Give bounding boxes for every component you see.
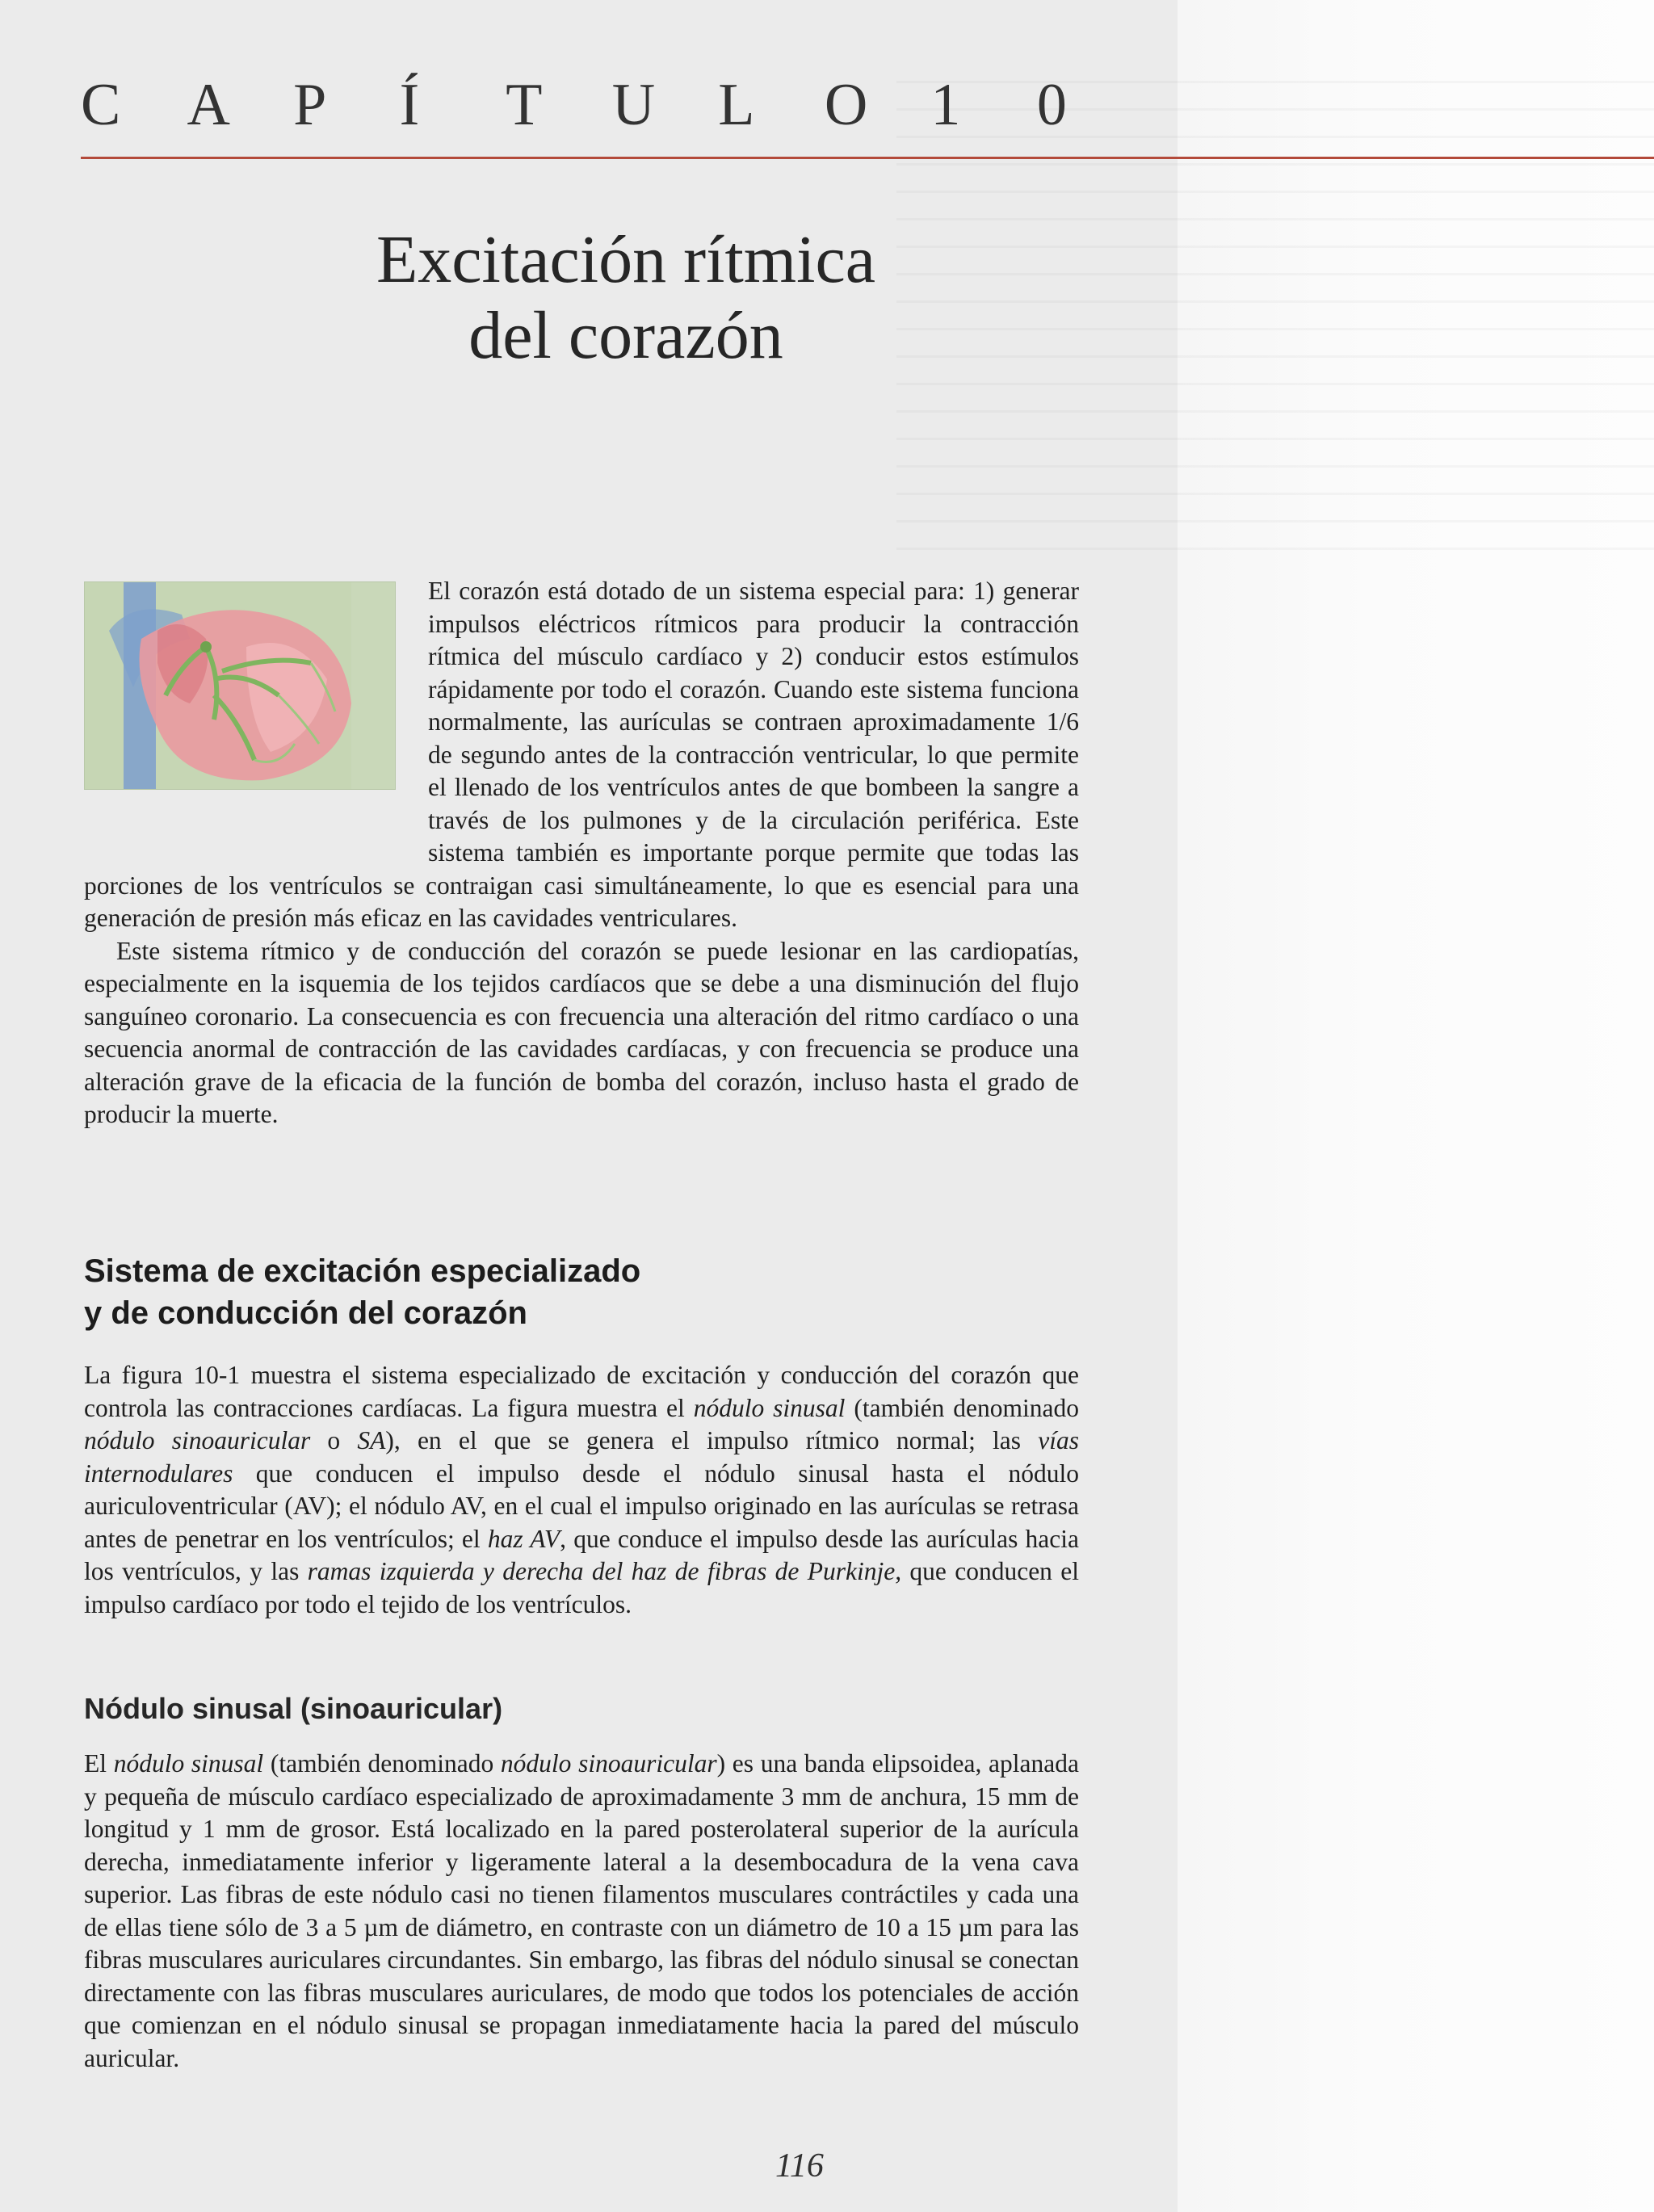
chapter-letter: O: [824, 72, 868, 138]
header-rule: [81, 157, 1654, 159]
chapter-letter: U: [611, 72, 656, 138]
chapter-letter: P: [293, 72, 327, 138]
term-italic: haz AV: [487, 1524, 560, 1553]
section-heading-line: y de conducción del corazón: [84, 1295, 527, 1331]
chapter-title-line: del corazón: [468, 298, 783, 373]
term-italic: nódulo sinoauricular: [84, 1426, 311, 1454]
text-run: La figura 10-1 muestra el sistema especializado de excitación y conducción del corazón que controla las contracciones cardíacas. La figura muestra el: [84, 1361, 1079, 1422]
figure-wrap-space: [84, 575, 428, 842]
chapter-label: [81, 71, 1139, 140]
chapter-title: [307, 222, 945, 374]
intro-paragraph: El corazón está dotado de un sistema especial para: 1) generar impulsos eléctricos rítmicos para producir la contracción rítmica del músculo cardíaco y 2) conducir estos estímulos rápidamente por todo el corazón. Cuando este sistema funciona normalmente, las aurículas se contraen aproximadamente 1/6 de segundo antes de la contracción ventricular, lo que permite el llenado de los ventrículos antes de que bombeen la sangre a través de los pulmones y de la circulación periférica. Este sistema también es importante porque permite que todas las porciones de los ventrículos se contraigan casi simultáneamente, lo que es esencial para una generación de presión más eficaz en las cavidades ventriculares.: [84, 577, 1079, 932]
section-heading: [84, 1250, 1079, 1334]
bleed-through-text: [896, 81, 1654, 565]
term-italic: nódulo sinusal: [113, 1749, 264, 1778]
text-run: que conducen el impulso cardíaco por todo el tejido de los ventrículos.: [84, 1557, 1079, 1618]
term-italic: vías internodulares: [84, 1426, 1079, 1488]
intro-text: [84, 575, 1079, 1131]
chapter-letter: Í: [399, 72, 420, 138]
text-run: (también denominado: [845, 1393, 1079, 1422]
section-paragraph: [84, 1359, 1079, 1621]
term-italic: nódulo sinusal: [693, 1393, 846, 1422]
subsection-heading: Nódulo sinusal (sinoauricular): [84, 1692, 503, 1725]
text-run: El: [84, 1749, 114, 1778]
term-italic: ramas izquierda y derecha del haz de fibras de Purkinje,: [307, 1557, 902, 1585]
chapter-letter: L: [718, 72, 755, 138]
chapter-letter: T: [506, 72, 543, 138]
text-run: , que conduce el impulso desde las aurículas hacia los ventrículos, y las: [84, 1524, 1079, 1585]
text-run: ), en el que se genera el impulso rítmico normal; las: [385, 1426, 1039, 1454]
text-run: que conducen el impulso desde el nódulo sinusal hasta el nódulo auriculoventricular (AV); el nódulo AV, en el cual el impulso originado en las aurículas se retrasa antes de penetrar en los ventrículos; el: [84, 1459, 1079, 1553]
page-number: 116: [775, 2147, 824, 2185]
text-run: ) es una banda elipsoidea, aplanada y pequeña de músculo cardíaco especializado de aproximadamente 3 mm de anchura, 15 mm de longitud y 1 mm de grosor. Está localizado en la pared posterolateral superior de la aurícula derecha, inmediatamente inferior y ligeramente lateral a la desembocadura de la vena cava superior. Las fibras de este nódulo casi no tienen filamentos musculares contráctiles y cada una de ellas tiene sólo de 3 a 5 µm de diámetro, en contraste con un diámetro de 10 a 15 µm para las fibras musculares auriculares circundantes. Sin embargo, las fibras del nódulo sinusal se conectan directamente con las fibras musculares auriculares, de modo que todos los potenciales de acción que comienzan en el nódulo sinusal se propagan inmediatamente hacia la pared del músculo auricular.: [84, 1749, 1079, 2072]
section-heading-line: Sistema de excitación especializado: [84, 1253, 641, 1289]
text-run: o: [310, 1426, 358, 1454]
intro-paragraph: Este sistema rítmico y de conducción del corazón se puede lesionar en las cardiopatías, especialmente en la isquemia de los tejidos cardíacos que se debe a una disminución del flujo sanguíneo coronario. La consecuencia es con frecuencia una alteración del ritmo cardíaco o una secuencia anormal de contracción de las cavidades cardíacas, y con frecuencia se produce una alteración grave de la eficacia de la función de bomba del corazón, incluso hasta el grado de producir la muerte.: [84, 936, 1079, 1128]
chapter-title-line: Excitación rítmica: [376, 222, 876, 297]
chapter-number-digit: 0: [1036, 72, 1067, 138]
text-run: (también denominado: [263, 1749, 501, 1778]
term-italic: SA: [357, 1426, 386, 1454]
term-italic: nódulo sinoauricular: [500, 1749, 717, 1778]
chapter-letter: A: [187, 72, 230, 138]
section-paragraph: [84, 1748, 1079, 2075]
chapter-number-digit: 1: [930, 72, 961, 138]
chapter-letter: C: [81, 72, 121, 138]
